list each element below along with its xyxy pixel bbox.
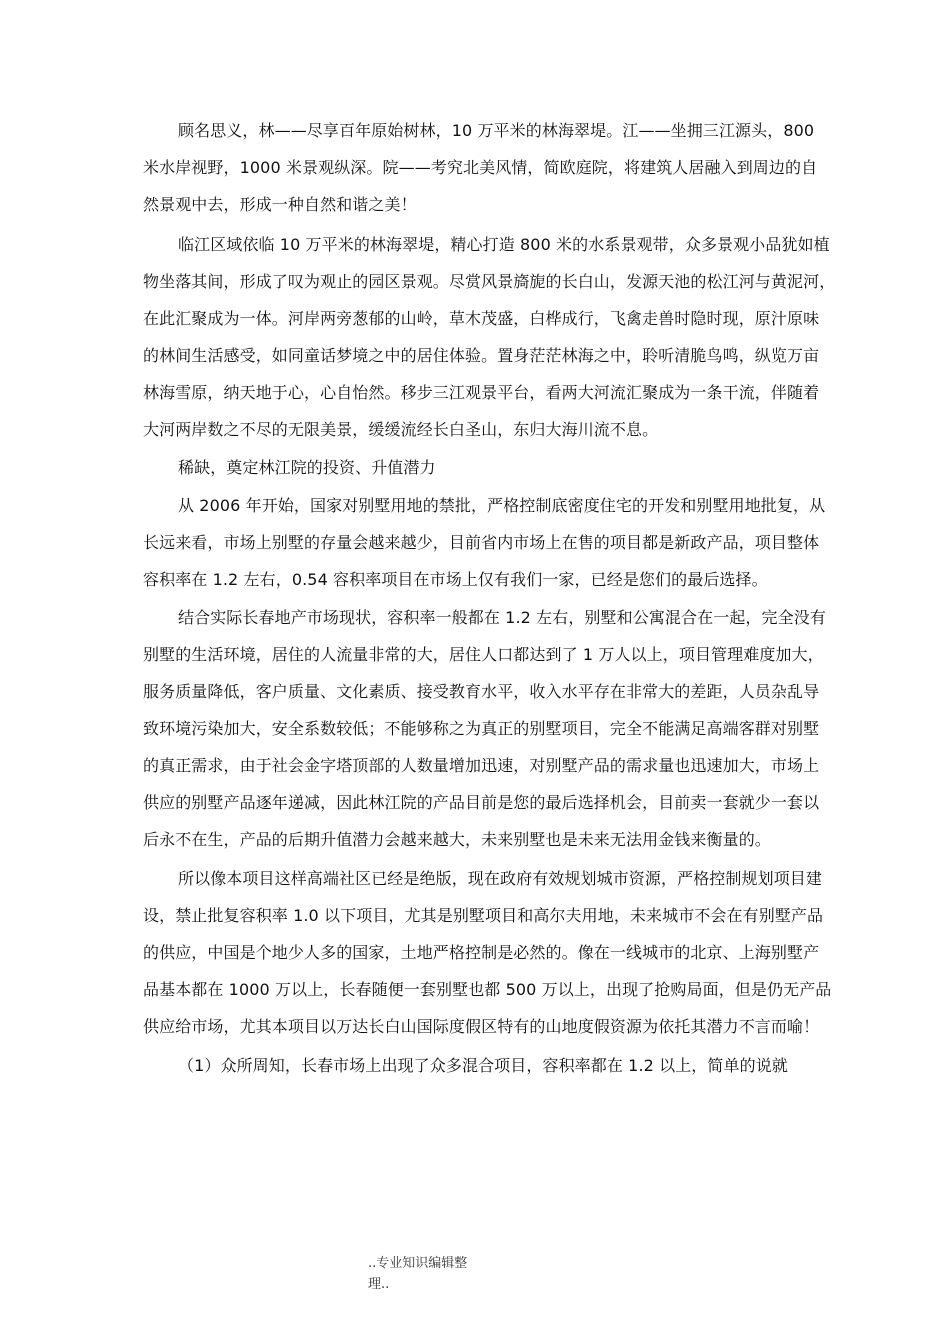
- text-line: 物坐落其间，形成了叹为观止的园区景观。尽赏风景旖旎的长白山，发源天池的松江河与黄泥河，: [143, 272, 836, 291]
- text-line: 的真正需求，由于社会金字塔顶部的人数量增加迅速，对别墅产品的需求量也迅速加大，市场上: [143, 756, 820, 775]
- text-line: 供应的别墅产品逐年递减，因此林江院的产品目前是您的最后选择机会，目前卖一套就少一套以: [143, 793, 820, 812]
- text-line: 后永不在生，产品的后期升值潜力会越来越大，未来别墅也是未来无法用金钱来衡量的。: [143, 830, 771, 849]
- text-line: 供应给市场，尤其本项目以万达长白山国际度假区特有的山地度假资源为依托其潜力不言而喻！: [143, 1017, 820, 1036]
- text-line: （1）众所周知，长春市场上出现了众多混合项目，容积率都在 1.2 以上，简单的说就: [178, 1056, 788, 1075]
- text-line: 长远来看，市场上别墅的存量会越来越少，目前省内市场上在售的项目都是新政产品，项目整体: [143, 533, 820, 552]
- text-line: 的供应，中国是个地少人多的国家，土地严格控制是必然的。像在一线城市的北京、上海别墅产: [143, 943, 820, 962]
- text-line: 顾名思义，林——尽享百年原始树林，10 万平米的林海翠堤。江——坐拥三江源头，800: [178, 121, 815, 140]
- text-line: 大河两岸数之不尽的无限美景，缓缓流经长白圣山，东归大海川流不息。: [143, 420, 659, 439]
- text-line: 临江区域依临 10 万平米的林海翠堤，精心打造 800 米的水系景观带，众多景观小品犹如植: [178, 235, 830, 254]
- text-line: 容积率在 1.2 左右，0.54 容积率项目在市场上仅有我们一家，已经是您们的最后选择。: [143, 570, 768, 589]
- text-line: 的林间生活感受，如同童话梦境之中的居住体验。置身茫茫林海之中，聆听清脆鸟鸣，纵览万亩: [143, 346, 820, 365]
- page-footer: 理..: [368, 1277, 390, 1292]
- text-line: 服务质量降低，客户质量、文化素质、接受教育水平，收入水平存在非常大的差距，人员杂乱导: [143, 682, 820, 701]
- text-line: 品基本都在 1000 万以上，长春随便一套别墅也都 500 万以上，出现了抢购局面，但是仍无产品: [143, 980, 832, 999]
- text-line: 别墅的生活环境，居住的人流量非常的大，居住人口都达到了 1 万人以上，项目管理难度加大，: [143, 645, 824, 664]
- text-line: 米水岸视野，1000 米景观纵深。院——考究北美风情，简欧庭院，将建筑人居融入到周边的自: [143, 158, 818, 177]
- text-line: 设，禁止批复容积率 1.0 以下项目，尤其是别墅项目和高尔夫用地，未来城市不会在有别墅产品: [143, 906, 824, 925]
- text-line: 然景观中去，形成一种自然和谐之美！: [143, 195, 417, 214]
- section-heading: 稀缺，奠定林江院的投资、升值潜力: [178, 458, 436, 477]
- text-line: 结合实际长春地产市场现状，容积率一般都在 1.2 左右，别墅和公寓混合在一起，完全没有: [178, 608, 826, 627]
- text-line: 从 2006 年开始，国家对别墅用地的禁批，严格控制底密度住宅的开发和别墅用地批复，从: [178, 496, 826, 515]
- page-footer: ..专业知识编辑整: [368, 1256, 468, 1271]
- text-line: 在此汇聚成为一体。河岸两旁葱郁的山岭，草木茂盛，白桦成行，飞禽走兽时隐时现，原汁原味: [143, 309, 820, 328]
- text-line: 林海雪原，纳天地于心，心自怡然。移步三江观景平台，看两大河流汇聚成为一条干流，伴随着: [143, 383, 820, 402]
- text-line: 所以像本项目这样高端社区已经是绝版，现在政府有效规划城市资源，严格控制规划项目建: [178, 869, 823, 888]
- text-line: 致环境污染加大，安全系数较低；不能够称之为真正的别墅项目，完全不能满足高端客群对别墅: [143, 719, 820, 738]
